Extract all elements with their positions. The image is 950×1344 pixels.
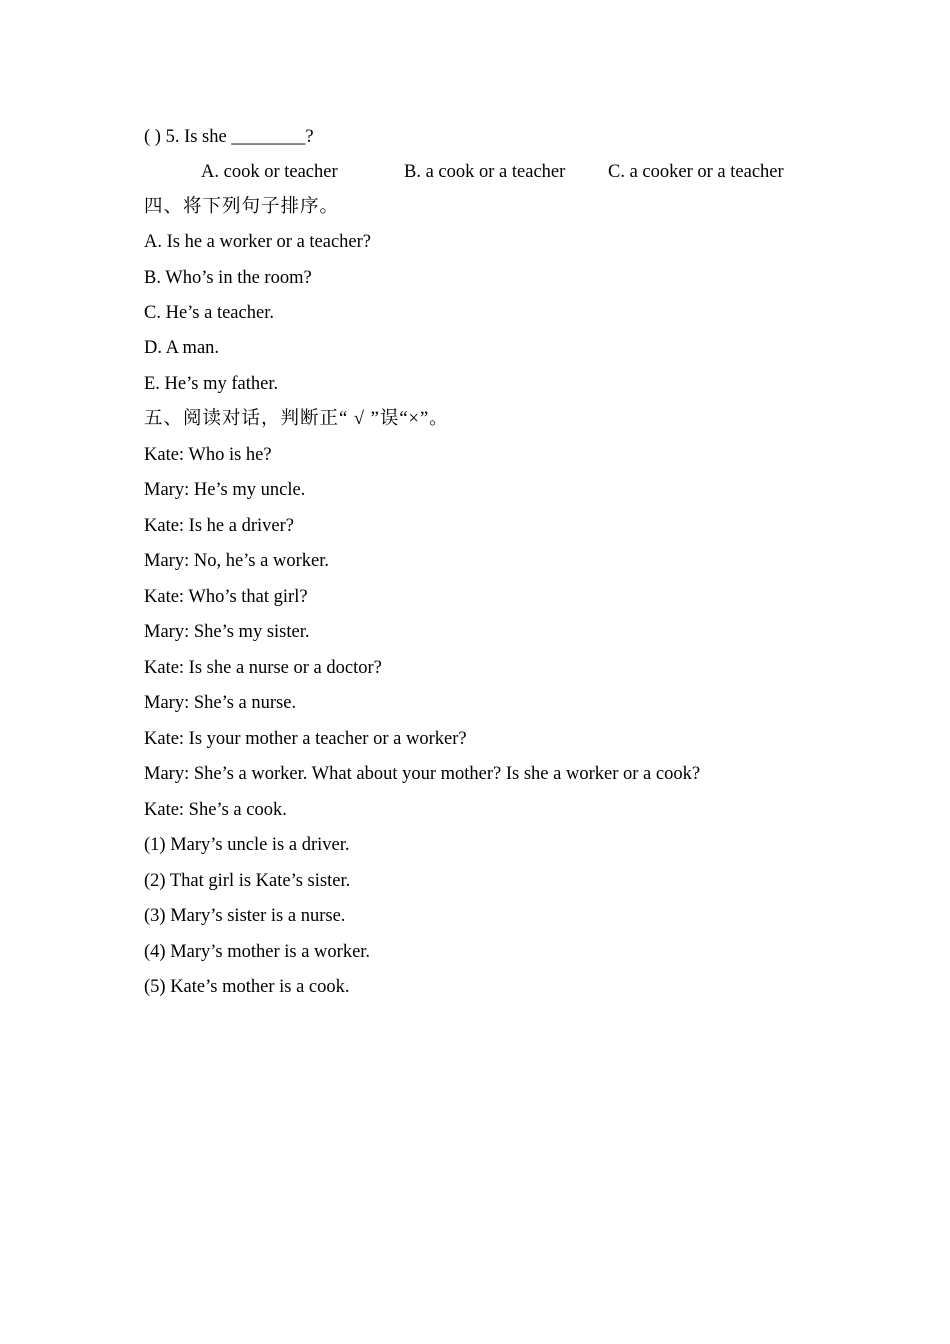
dialogue-line: Kate: Who’s that girl? [144, 587, 308, 607]
true-false-statement: (4) Mary’s mother is a worker. [144, 942, 371, 962]
dialogue-line: Mary: She’s my sister. [144, 622, 310, 642]
dialogue-line: Kate: Who is he? [144, 445, 272, 465]
dialogue-line: Mary: No, he’s a worker. [144, 551, 329, 571]
question-5-option-c: C. a cooker or a teacher [608, 162, 784, 182]
section-4-item: D. A man. [144, 338, 220, 358]
true-false-statement: (1) Mary’s uncle is a driver. [144, 835, 350, 855]
true-false-statement: (3) Mary’s sister is a nurse. [144, 906, 346, 926]
dialogue-line: Kate: Is she a nurse or a doctor? [144, 658, 382, 678]
true-false-statement: (5) Kate’s mother is a cook. [144, 977, 350, 997]
dialogue-line: Mary: He’s my uncle. [144, 480, 306, 500]
dialogue-line: Kate: She’s a cook. [144, 800, 287, 820]
dialogue-line: Mary: She’s a nurse. [144, 693, 297, 713]
section-4-item: B. Who’s in the room? [144, 268, 312, 288]
section-4-item: C. He’s a teacher. [144, 303, 274, 323]
dialogue-line: Kate: Is he a driver? [144, 516, 294, 536]
question-5-stem: ( ) 5. Is she ________? [144, 127, 314, 147]
section-5-heading: 五、阅读对话，判断正“ √ ”误“×”。 [144, 409, 449, 429]
section-4-heading: 四、将下列句子排序。 [144, 197, 340, 217]
question-5-option-b: B. a cook or a teacher [404, 162, 566, 182]
section-4-item: A. Is he a worker or a teacher? [144, 232, 372, 252]
dialogue-line: Mary: She’s a worker. What about your mother? Is she a worker or a cook? [144, 764, 701, 784]
section-4-item: E. He’s my father. [144, 374, 279, 394]
dialogue-line: Kate: Is your mother a teacher or a worker? [144, 729, 467, 749]
question-5-option-a: A. cook or teacher [201, 162, 338, 182]
true-false-statement: (2) That girl is Kate’s sister. [144, 871, 351, 891]
